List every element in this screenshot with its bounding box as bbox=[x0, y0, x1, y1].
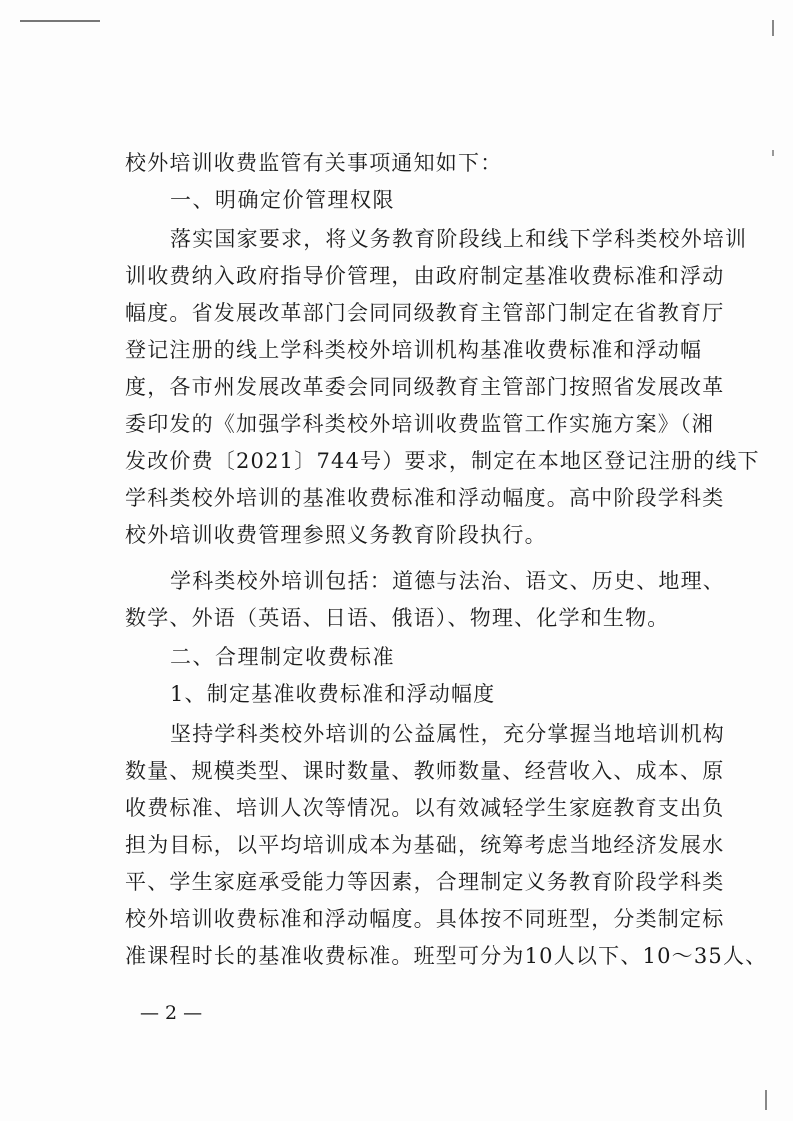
body-line: 幅度。省发展改革部门会同同级教育主管部门制定在省教育厅 bbox=[125, 301, 725, 325]
scan-mark-bottom-right bbox=[765, 1090, 767, 1110]
body-line: 校外培训收费监管有关事项通知如下： bbox=[125, 151, 503, 175]
section-heading-1: 一、明确定价管理权限 bbox=[170, 188, 395, 212]
body-line: 学科类校外培训的基准收费标准和浮动幅度。高中阶段学科类 bbox=[125, 486, 725, 510]
body-line: 准课程时长的基准收费标准。班型可分为10人以下、10～35人、 bbox=[125, 944, 768, 968]
body-line: 平、学生家庭承受能力等因素，合理制定义务教育阶段学科类 bbox=[125, 870, 725, 894]
body-line: 度，各市州发展改革委会同同级教育主管部门按照省发展改革 bbox=[125, 375, 725, 399]
body-line: 校外培训收费管理参照义务教育阶段执行。 bbox=[125, 523, 547, 547]
body-line: 担为目标，以平均培训成本为基础，统筹考虑当地经济发展水 bbox=[125, 833, 725, 857]
body-line: 委印发的《加强学科类校外培训收费监管工作实施方案》（湘 bbox=[125, 412, 714, 436]
body-line: 训收费纳入政府指导价管理，由政府制定基准收费标准和浮动 bbox=[125, 264, 725, 288]
scan-mark-right-dot bbox=[772, 150, 774, 156]
subsection-heading-1: 1、制定基准收费标准和浮动幅度 bbox=[170, 682, 496, 706]
scan-mark-top-right bbox=[772, 20, 774, 36]
section-heading-2: 二、合理制定收费标准 bbox=[170, 645, 395, 669]
body-line: 坚持学科类校外培训的公益属性，充分掌握当地培训机构 bbox=[170, 722, 725, 746]
body-line: 登记注册的线上学科类校外培训机构基准收费标准和浮动幅 bbox=[125, 338, 703, 362]
body-line: 发改价费〔2021〕744号）要求，制定在本地区登记注册的线下 bbox=[125, 449, 760, 473]
body-line: 学科类校外培训包括：道德与法治、语文、历史、地理、 bbox=[170, 569, 725, 593]
page-number: — 2 — bbox=[140, 1002, 203, 1024]
scan-mark-top-left bbox=[20, 20, 100, 22]
body-line: 数学、外语（英语、日语、俄语）、物理、化学和生物。 bbox=[125, 606, 670, 630]
body-line: 数量、规模类型、课时数量、教师数量、经营收入、成本、原 bbox=[125, 759, 725, 783]
body-line: 落实国家要求，将义务教育阶段线上和线下学科类校外培训 bbox=[170, 227, 748, 251]
body-line: 收费标准、培训人次等情况。以有效减轻学生家庭教育支出负 bbox=[125, 796, 725, 820]
body-line: 校外培训收费标准和浮动幅度。具体按不同班型，分类制定标 bbox=[125, 907, 725, 931]
